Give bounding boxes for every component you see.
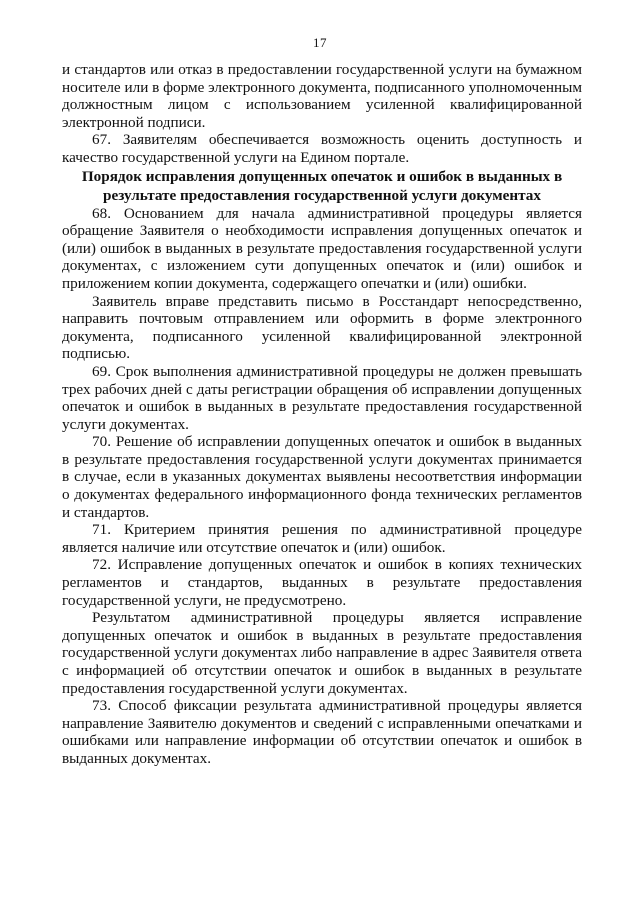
page-number: 17 xyxy=(313,35,327,50)
paragraph-71: 71. Критерием принятия решения по административной процедуре является наличие или отсутствие опечаток и (или) ошибок. xyxy=(62,521,582,556)
paragraph-72-result: Результатом административной процедуры является исправление допущенных опечаток и ошибок в выданных в результате предоставления государственной услуги документах либо направление в адрес Заявителя ответа с информацией об отсутствии опечаток и ошибок в выданных в результате предоставления государственной услуги документах. xyxy=(62,609,582,697)
paragraph-73: 73. Способ фиксации результата административной процедуры является направление Заявителю документов и сведений с исправленными опечатками и ошибками или направление информации об отсутствии опечаток и ошибок в выданных документах. xyxy=(62,697,582,767)
paragraph-67: 67. Заявителям обеспечивается возможность оценить доступность и качество государственной услуги на Едином портале. xyxy=(62,131,582,166)
paragraph-72: 72. Исправление допущенных опечаток и ошибок в копиях технических регламентов и стандартов, выданных в результате предоставления государственной услуги, не предусмотрено. xyxy=(62,556,582,609)
document-body xyxy=(62,61,582,768)
section-heading: Порядок исправления допущенных опечаток и ошибок в выданных в результате предоставления государственной услуги документах xyxy=(81,167,563,204)
paragraph-69: 69. Срок выполнения административной процедуры не должен превышать трех рабочих дней с даты регистрации обращения об исправлении допущенных опечаток и ошибок в выданных в результате предоставления государственной услуги документах. xyxy=(62,362,582,433)
paragraph-continuation: и стандартов или отказ в предоставлении государственной услуги на бумажном носителе или в форме электронного документа, подписанного уполномоченным должностным лицом с использованием усиленной квалифицированной электронной подписи. xyxy=(62,61,582,131)
paragraph-70: 70. Решение об исправлении допущенных опечаток и ошибок в выданных в результате предоставления государственной услуги документах принимается в случае, если в указанных документах выявлены несоответствия информации о документах федерального информационного фонда технических регламентов и стандартов. xyxy=(62,433,582,521)
paragraph-68: 68. Основанием для начала административной процедуры является обращение Заявителя о необходимости исправления допущенных опечаток и (или) ошибок в выданных в результате предоставления государственной услуги документах, с изложением сути допущенных опечаток и (или) ошибок и приложением копии документа, содержащего опечатки и (или) ошибки. xyxy=(62,204,582,292)
paragraph-68-applicant: Заявитель вправе представить письмо в Росстандарт непосредственно, направить почтовым отправлением или оформить в форме электронного документа, подписанного усиленной квалифицированной электронной подписью. xyxy=(62,292,582,363)
